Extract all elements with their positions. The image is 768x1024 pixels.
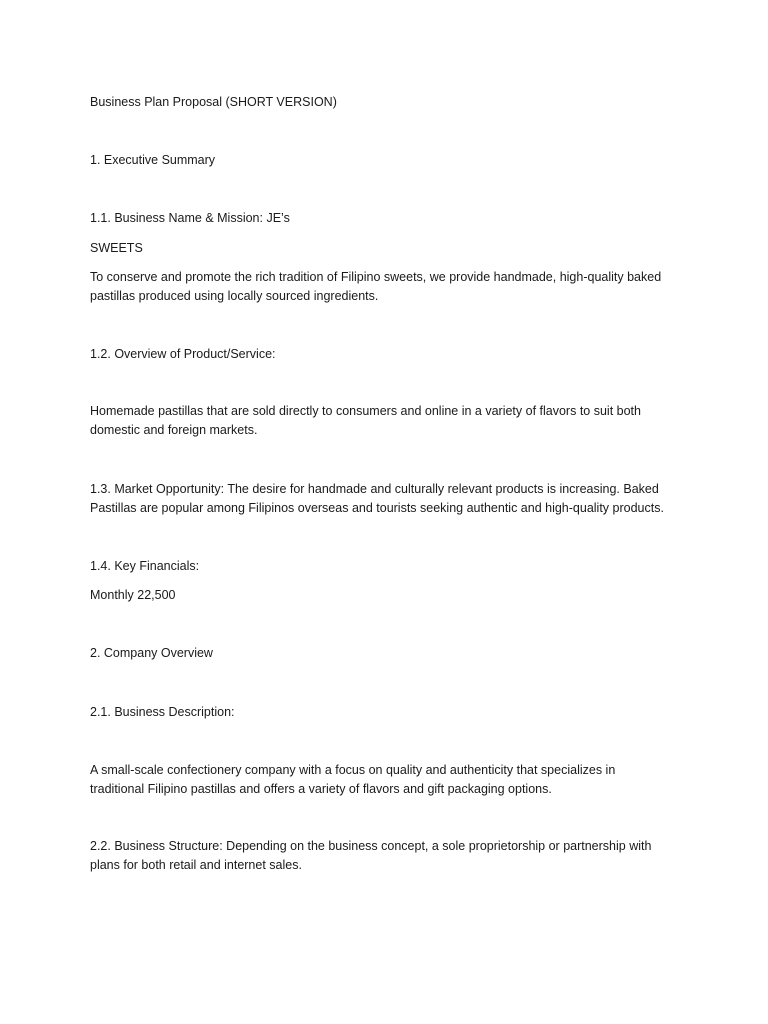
mission-paragraph: To conserve and promote the rich tradition of Filipino sweets, we provide handmade, high-quality baked pastillas produced using locally sourced ingredients. — [90, 270, 662, 303]
key-financials-value: Monthly 22,500 — [90, 588, 176, 602]
market-opportunity-paragraph: 1.3. Market Opportunity: The desire for handmade and culturally relevant products is increasing. Baked Pastillas are popular among Filipinos overseas and tourists seeking authentic and high-quality products. — [90, 482, 664, 515]
business-description-paragraph: A small-scale confectionery company with a focus on quality and authenticity that specializes in traditional Filipino pastillas and offers a variety of flavors and gift packaging options. — [90, 763, 616, 796]
business-structure-paragraph: 2.2. Business Structure: Depending on the business concept, a sole proprietorship or partnership with plans for both retail and internet sales. — [90, 839, 652, 872]
section-2-heading: 2. Company Overview — [90, 646, 213, 660]
section-1-heading: 1. Executive Summary — [90, 153, 216, 167]
subsection-1-4-heading: 1.4. Key Financials: — [90, 559, 200, 573]
business-name-continuation: SWEETS — [90, 241, 143, 255]
subsection-1-1-heading: 1.1. Business Name & Mission: JE’s — [90, 211, 290, 225]
subsection-2-1-heading: 2.1. Business Description: — [90, 705, 235, 719]
subsection-1-2-heading: 1.2. Overview of Product/Service: — [90, 347, 276, 361]
product-overview-paragraph: Homemade pastillas that are sold directly to consumers and online in a variety of flavors to suit both domestic and foreign markets. — [90, 404, 641, 437]
document-title: Business Plan Proposal (SHORT VERSION) — [90, 95, 337, 109]
